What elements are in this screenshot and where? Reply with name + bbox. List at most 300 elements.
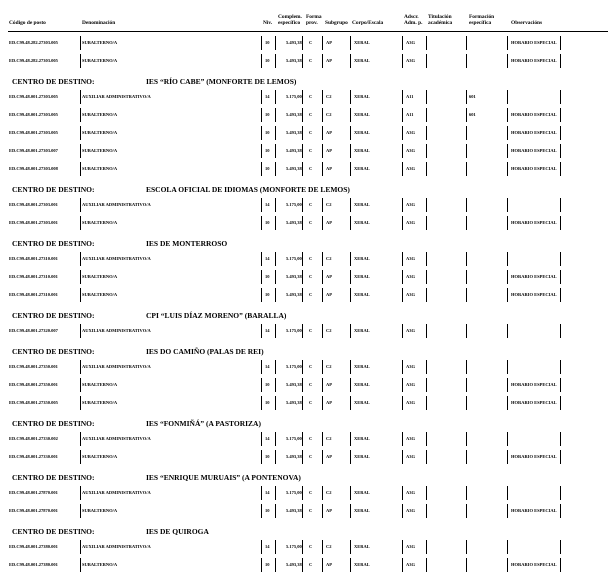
- column-divider: [302, 54, 303, 68]
- cell-observacions: HORARIO ESPECIAL: [511, 40, 557, 45]
- col-header-niv: Niv.: [263, 20, 273, 26]
- cell-complemento: 5.175,00: [286, 202, 302, 207]
- column-divider: [80, 90, 81, 104]
- column-divider: [302, 198, 303, 212]
- cell-posto-code: ED.C99.48.001.27350.005: [9, 400, 58, 405]
- cell-formacion: 601: [469, 94, 476, 99]
- cell-adscripcion: A3G: [406, 256, 415, 261]
- cell-adscripcion: A3G: [406, 328, 415, 333]
- table-row: [0, 376, 615, 394]
- column-divider: [402, 54, 403, 68]
- column-divider: [322, 396, 323, 410]
- column-divider: [275, 36, 276, 50]
- column-divider: [261, 126, 262, 140]
- column-divider: [261, 486, 262, 500]
- cell-posto-code: ED.C99.48.001.27330.001: [9, 454, 58, 459]
- column-divider: [322, 198, 323, 212]
- column-divider: [466, 504, 467, 518]
- cell-posto-code: ED.C99.48.001.27310.001: [9, 274, 58, 279]
- column-divider: [275, 504, 276, 518]
- column-divider: [507, 432, 508, 446]
- cell-nivel: 10: [265, 454, 270, 459]
- column-divider: [402, 540, 403, 554]
- column-divider: [426, 378, 427, 392]
- column-divider: [560, 504, 561, 518]
- cell-subgrupo: C2: [326, 112, 332, 117]
- cell-forma-provision: C: [309, 166, 313, 171]
- column-divider: [261, 378, 262, 392]
- cell-subgrupo: C2: [326, 544, 332, 549]
- table-row: [0, 106, 615, 124]
- column-divider: [402, 288, 403, 302]
- column-divider: [402, 252, 403, 266]
- column-divider: [466, 324, 467, 338]
- cell-forma-provision: C: [309, 328, 313, 333]
- cell-denominacion: SUBALTERNO/A: [82, 274, 118, 279]
- column-divider: [275, 162, 276, 176]
- table-row: [0, 502, 615, 520]
- cell-observacions: HORARIO ESPECIAL: [511, 220, 557, 225]
- cell-subgrupo: C2: [326, 490, 332, 495]
- cell-subgrupo: AP: [326, 130, 332, 135]
- column-divider: [302, 540, 303, 554]
- cell-nivel: 10: [265, 562, 270, 567]
- column-divider: [80, 288, 81, 302]
- column-divider: [302, 504, 303, 518]
- cell-adscripcion: A3G: [406, 292, 415, 297]
- column-divider: [560, 396, 561, 410]
- column-divider: [402, 36, 403, 50]
- header-rule: [8, 31, 608, 32]
- cell-complemento: 5.493,38: [286, 148, 302, 153]
- cell-posto-code: ED.C99.48.001.27310.001: [9, 256, 58, 261]
- centro-header: [0, 412, 615, 430]
- column-divider: [466, 216, 467, 230]
- cell-posto-code: ED.C99.48.001.27380.001: [9, 544, 58, 549]
- cell-nivel: 10: [265, 382, 270, 387]
- cell-forma-provision: C: [309, 454, 313, 459]
- column-divider: [560, 36, 561, 50]
- col-header-codigo: Código de posto: [9, 20, 46, 26]
- column-divider: [261, 396, 262, 410]
- column-divider: [350, 378, 351, 392]
- column-divider: [466, 90, 467, 104]
- column-divider: [275, 432, 276, 446]
- cell-observacions: HORARIO ESPECIAL: [511, 112, 557, 117]
- cell-forma-provision: C: [309, 508, 313, 513]
- cell-nivel: 10: [265, 274, 270, 279]
- column-divider: [466, 378, 467, 392]
- table-row: [0, 484, 615, 502]
- column-divider: [560, 54, 561, 68]
- cell-nivel: 10: [265, 166, 270, 171]
- cell-corpo-escala: XERAL: [354, 454, 370, 459]
- column-divider: [80, 450, 81, 464]
- column-divider: [466, 270, 467, 284]
- column-divider: [80, 432, 81, 446]
- cell-subgrupo: AP: [326, 220, 332, 225]
- cell-corpo-escala: XERAL: [354, 130, 370, 135]
- column-divider: [426, 540, 427, 554]
- cell-corpo-escala: XERAL: [354, 364, 370, 369]
- cell-complemento: 5.493,38: [286, 166, 302, 171]
- column-divider: [402, 90, 403, 104]
- column-divider: [80, 198, 81, 212]
- centro-name: IES DE MONTERROSO: [146, 239, 228, 248]
- column-divider: [302, 288, 303, 302]
- cell-corpo-escala: XERAL: [354, 382, 370, 387]
- column-divider: [466, 162, 467, 176]
- cell-denominacion: SUBALTERNO/A: [82, 166, 118, 171]
- column-divider: [80, 324, 81, 338]
- column-divider: [275, 252, 276, 266]
- column-divider: [80, 126, 81, 140]
- centro-label: CENTRO DE DESTINO:: [12, 473, 95, 482]
- cell-subgrupo: AP: [326, 274, 332, 279]
- column-divider: [261, 108, 262, 122]
- cell-forma-provision: C: [309, 490, 313, 495]
- centro-label: CENTRO DE DESTINO:: [12, 77, 95, 86]
- cell-corpo-escala: XERAL: [354, 256, 370, 261]
- column-divider: [560, 540, 561, 554]
- column-divider: [302, 324, 303, 338]
- cell-nivel: 10: [265, 58, 270, 63]
- cell-complemento: 5.175,00: [286, 328, 302, 333]
- cell-corpo-escala: XERAL: [354, 490, 370, 495]
- column-divider: [275, 450, 276, 464]
- column-divider: [275, 144, 276, 158]
- column-divider: [322, 216, 323, 230]
- column-divider: [426, 288, 427, 302]
- cell-posto-code: ED.C99.48.282.27303.005: [9, 40, 58, 45]
- column-divider: [261, 36, 262, 50]
- column-divider: [302, 126, 303, 140]
- column-divider: [261, 360, 262, 374]
- column-divider: [466, 288, 467, 302]
- cell-forma-provision: C: [309, 400, 313, 405]
- cell-nivel: 14: [265, 364, 270, 369]
- cell-complemento: 5.175,00: [286, 94, 302, 99]
- column-divider: [466, 126, 467, 140]
- column-divider: [302, 162, 303, 176]
- table-row: [0, 88, 615, 106]
- table-row: [0, 448, 615, 466]
- cell-posto-code: ED.C99.48.001.27303.008: [9, 166, 58, 171]
- cell-complemento: 5.493,38: [286, 562, 302, 567]
- cell-nivel: 14: [265, 490, 270, 495]
- cell-complemento: 5.493,38: [286, 274, 302, 279]
- column-divider: [302, 108, 303, 122]
- column-divider: [80, 216, 81, 230]
- column-divider: [350, 54, 351, 68]
- column-divider: [261, 558, 262, 572]
- column-divider: [507, 360, 508, 374]
- column-divider: [350, 486, 351, 500]
- centro-header: [0, 340, 615, 358]
- column-divider: [466, 450, 467, 464]
- column-divider: [560, 270, 561, 284]
- cell-forma-provision: C: [309, 58, 313, 63]
- column-divider: [560, 216, 561, 230]
- cell-posto-code: ED.C99.48.001.27870.001: [9, 490, 58, 495]
- cell-corpo-escala: XERAL: [354, 58, 370, 63]
- column-divider: [402, 396, 403, 410]
- centro-name: IES DE QUIROGA: [146, 527, 209, 536]
- cell-denominacion: AUXILIAR ADMINISTRATIVO/A: [82, 490, 151, 495]
- column-divider: [426, 432, 427, 446]
- column-divider: [261, 288, 262, 302]
- cell-complemento: 5.175,00: [286, 364, 302, 369]
- column-divider: [402, 486, 403, 500]
- cell-subgrupo: C2: [326, 328, 332, 333]
- column-divider: [466, 54, 467, 68]
- table-row: [0, 430, 615, 448]
- cell-observacions: HORARIO ESPECIAL: [511, 508, 557, 513]
- cell-corpo-escala: XERAL: [354, 292, 370, 297]
- col-header-formacion-2: específica: [469, 20, 492, 26]
- column-divider: [350, 270, 351, 284]
- col-header-titulacion-2: académica: [428, 20, 453, 26]
- cell-denominacion: AUXILIAR ADMINISTRATIVO/A: [82, 202, 151, 207]
- column-divider: [560, 288, 561, 302]
- column-divider: [322, 360, 323, 374]
- column-divider: [426, 360, 427, 374]
- cell-forma-provision: C: [309, 292, 313, 297]
- cell-nivel: 10: [265, 112, 270, 117]
- column-divider: [350, 252, 351, 266]
- cell-complemento: 5.175,00: [286, 490, 302, 495]
- cell-complemento: 5.493,38: [286, 508, 302, 513]
- cell-forma-provision: C: [309, 364, 313, 369]
- cell-nivel: 14: [265, 328, 270, 333]
- cell-denominacion: SUBALTERNO/A: [82, 400, 118, 405]
- centro-name: IES “RÍO CABE” (MONFORTE DE LEMOS): [146, 77, 297, 86]
- cell-observacions: HORARIO ESPECIAL: [511, 454, 557, 459]
- column-divider: [402, 378, 403, 392]
- column-divider: [560, 432, 561, 446]
- cell-denominacion: SUBALTERNO/A: [82, 220, 118, 225]
- cell-denominacion: SUBALTERNO/A: [82, 562, 118, 567]
- cell-adscripcion: A3G: [406, 274, 415, 279]
- column-divider: [560, 486, 561, 500]
- cell-posto-code: ED.C99.48.001.27303.001: [9, 220, 58, 225]
- cell-denominacion: AUXILIAR ADMINISTRATIVO/A: [82, 94, 151, 99]
- column-divider: [80, 36, 81, 50]
- column-divider: [402, 558, 403, 572]
- cell-complemento: 5.493,38: [286, 220, 302, 225]
- column-divider: [322, 324, 323, 338]
- cell-complemento: 5.175,00: [286, 436, 302, 441]
- table-body: [0, 34, 615, 574]
- column-divider: [275, 288, 276, 302]
- cell-corpo-escala: XERAL: [354, 544, 370, 549]
- cell-adscripcion: A3G: [406, 382, 415, 387]
- cell-complemento: 5.493,38: [286, 292, 302, 297]
- column-divider: [275, 324, 276, 338]
- cell-posto-code: ED.C99.48.001.27303.005: [9, 94, 58, 99]
- column-divider: [275, 360, 276, 374]
- cell-complemento: 5.175,00: [286, 544, 302, 549]
- column-divider: [322, 162, 323, 176]
- column-divider: [507, 486, 508, 500]
- column-divider: [466, 486, 467, 500]
- cell-adscripcion: A3G: [406, 148, 415, 153]
- cell-corpo-escala: XERAL: [354, 328, 370, 333]
- cell-denominacion: SUBALTERNO/A: [82, 40, 118, 45]
- column-divider: [507, 54, 508, 68]
- column-divider: [80, 162, 81, 176]
- column-divider: [426, 36, 427, 50]
- cell-complemento: 5.175,00: [286, 256, 302, 261]
- column-divider: [426, 324, 427, 338]
- table-row: [0, 556, 615, 574]
- cell-posto-code: ED.C99.48.001.27303.005: [9, 112, 58, 117]
- cell-posto-code: ED.C99.48.001.27303.001: [9, 202, 58, 207]
- cell-forma-provision: C: [309, 274, 313, 279]
- column-divider: [350, 504, 351, 518]
- col-header-titulacion: Titulación: [428, 14, 452, 20]
- column-divider: [507, 378, 508, 392]
- centro-label: CENTRO DE DESTINO:: [12, 239, 95, 248]
- cell-corpo-escala: XERAL: [354, 220, 370, 225]
- column-divider: [507, 216, 508, 230]
- cell-nivel: 14: [265, 202, 270, 207]
- column-divider: [322, 378, 323, 392]
- column-divider: [302, 378, 303, 392]
- column-divider: [322, 558, 323, 572]
- column-divider: [275, 558, 276, 572]
- column-divider: [322, 504, 323, 518]
- column-divider: [560, 126, 561, 140]
- column-divider: [560, 450, 561, 464]
- cell-denominacion: AUXILIAR ADMINISTRATIVO/A: [82, 364, 151, 369]
- column-divider: [80, 108, 81, 122]
- cell-forma-provision: C: [309, 40, 313, 45]
- column-divider: [350, 36, 351, 50]
- column-divider: [466, 252, 467, 266]
- cell-adscripcion: A3G: [406, 40, 415, 45]
- cell-adscripcion: A3G: [406, 544, 415, 549]
- column-divider: [302, 144, 303, 158]
- column-divider: [426, 252, 427, 266]
- column-divider: [80, 396, 81, 410]
- column-divider: [302, 252, 303, 266]
- column-divider: [322, 288, 323, 302]
- column-divider: [402, 504, 403, 518]
- cell-adscripcion: A3G: [406, 436, 415, 441]
- column-divider: [426, 486, 427, 500]
- cell-complemento: 5.493,38: [286, 130, 302, 135]
- column-divider: [507, 90, 508, 104]
- column-divider: [350, 360, 351, 374]
- column-divider: [302, 558, 303, 572]
- cell-denominacion: SUBALTERNO/A: [82, 382, 118, 387]
- column-divider: [466, 432, 467, 446]
- column-divider: [275, 90, 276, 104]
- table-row: [0, 214, 615, 232]
- cell-denominacion: AUXILIAR ADMINISTRATIVO/A: [82, 436, 151, 441]
- column-divider: [466, 108, 467, 122]
- table-row: [0, 268, 615, 286]
- column-divider: [350, 90, 351, 104]
- column-divider: [402, 450, 403, 464]
- cell-forma-provision: C: [309, 112, 313, 117]
- column-divider: [507, 270, 508, 284]
- cell-subgrupo: AP: [326, 562, 332, 567]
- table-row: [0, 358, 615, 376]
- column-divider: [80, 252, 81, 266]
- column-divider: [322, 36, 323, 50]
- column-divider: [261, 432, 262, 446]
- cell-nivel: 10: [265, 400, 270, 405]
- table-row: [0, 250, 615, 268]
- column-divider: [426, 504, 427, 518]
- cell-formacion: 601: [469, 112, 476, 117]
- column-divider: [426, 162, 427, 176]
- col-header-adscripcion: Adscr.: [404, 14, 419, 20]
- table-row: [0, 142, 615, 160]
- column-divider: [322, 108, 323, 122]
- column-divider: [466, 144, 467, 158]
- column-divider: [466, 396, 467, 410]
- column-divider: [322, 540, 323, 554]
- column-divider: [466, 198, 467, 212]
- column-divider: [275, 126, 276, 140]
- cell-posto-code: ED.C99.48.001.27303.007: [9, 148, 58, 153]
- cell-subgrupo: AP: [326, 454, 332, 459]
- column-divider: [80, 540, 81, 554]
- cell-nivel: 10: [265, 508, 270, 513]
- cell-corpo-escala: XERAL: [354, 40, 370, 45]
- column-divider: [302, 432, 303, 446]
- column-divider: [426, 90, 427, 104]
- column-divider: [261, 90, 262, 104]
- centro-header: [0, 178, 615, 196]
- cell-adscripcion: A3G: [406, 400, 415, 405]
- cell-adscripcion: A3G: [406, 58, 415, 63]
- column-divider: [507, 198, 508, 212]
- cell-adscripcion: A3G: [406, 490, 415, 495]
- cell-nivel: 10: [265, 220, 270, 225]
- column-divider: [80, 54, 81, 68]
- column-divider: [402, 108, 403, 122]
- cell-subgrupo: C2: [326, 436, 332, 441]
- column-divider: [507, 324, 508, 338]
- column-divider: [350, 162, 351, 176]
- column-divider: [426, 270, 427, 284]
- column-divider: [507, 288, 508, 302]
- cell-corpo-escala: XERAL: [354, 112, 370, 117]
- cell-denominacion: AUXILIAR ADMINISTRATIVO/A: [82, 256, 151, 261]
- column-divider: [426, 396, 427, 410]
- column-divider: [466, 540, 467, 554]
- column-divider: [261, 270, 262, 284]
- cell-posto-code: ED.C99.48.001.27870.001: [9, 508, 58, 513]
- column-divider: [275, 54, 276, 68]
- column-divider: [402, 198, 403, 212]
- column-divider: [507, 144, 508, 158]
- column-divider: [426, 144, 427, 158]
- cell-corpo-escala: XERAL: [354, 94, 370, 99]
- column-divider: [275, 270, 276, 284]
- column-divider: [426, 450, 427, 464]
- centro-name: CPI “LUIS DÍAZ MORENO” (BARALLA): [146, 311, 287, 320]
- column-divider: [302, 90, 303, 104]
- cell-adscripcion: A3G: [406, 202, 415, 207]
- cell-subgrupo: C2: [326, 202, 332, 207]
- column-divider: [275, 216, 276, 230]
- cell-corpo-escala: XERAL: [354, 400, 370, 405]
